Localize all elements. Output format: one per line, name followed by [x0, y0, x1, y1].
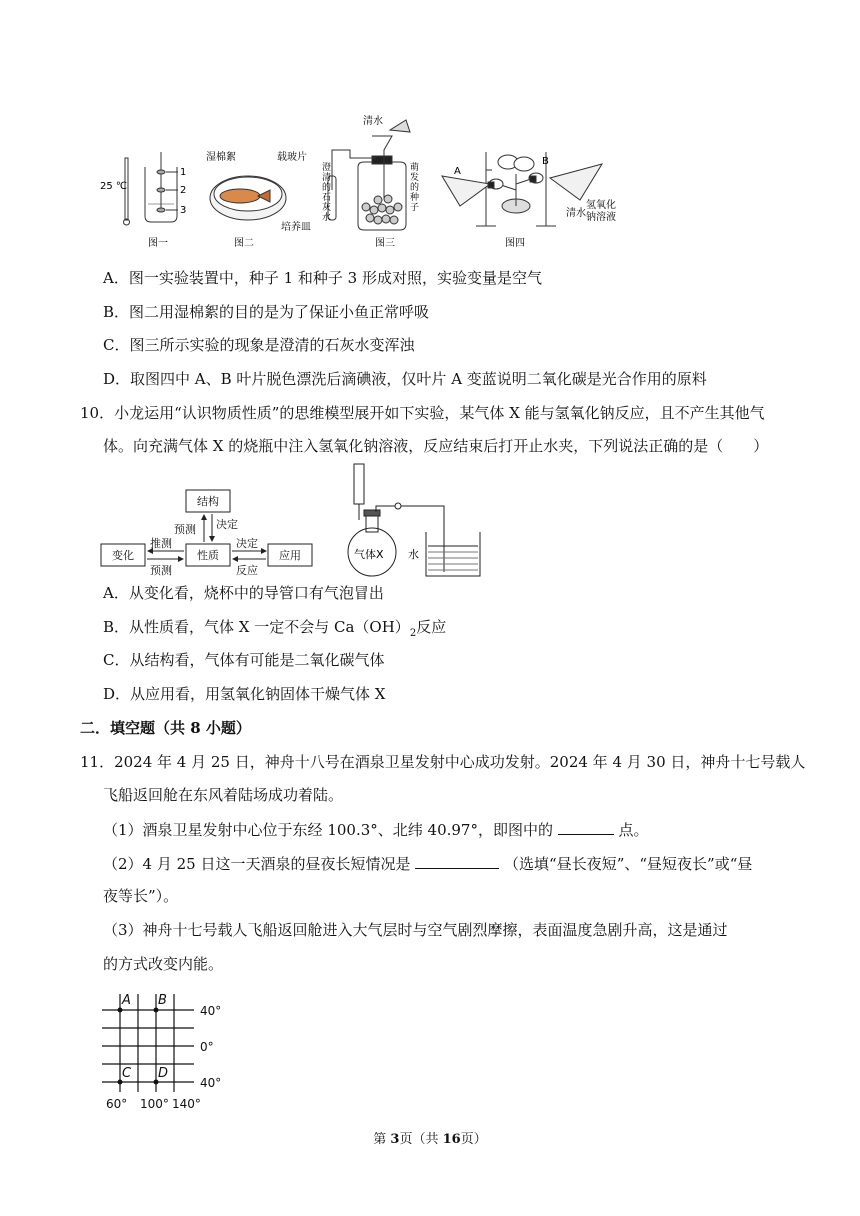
- fig2-label-cotton: 湿棉絮: [206, 152, 236, 163]
- q11-sub3-line2: 的方式改变内能。: [103, 955, 224, 973]
- q9-option-b: B．图二用湿棉絮的目的是为了保证小鱼正常呼吸: [103, 303, 430, 321]
- q9-option-d: D．取图四中 A、B 叶片脱色漂洗后滴碘液，仅叶片 A 变蓝说明二氧化碳是光合作用的原料: [103, 370, 707, 388]
- fig1-mark-1: 1: [180, 167, 187, 178]
- svg-text:水: 水: [322, 213, 332, 223]
- fig3-label-water: 清水: [363, 116, 383, 127]
- label-reflect: 反应: [236, 564, 258, 577]
- q11-sub2-line2: 夜等长”）。: [103, 887, 179, 905]
- svg-text:钠溶液: 钠溶液: [586, 212, 616, 223]
- section-title: 二．填空题（共 8 小题）: [80, 719, 251, 737]
- label-point-c: C: [122, 1066, 132, 1081]
- grid-point-b: [154, 1008, 159, 1013]
- lon-label-100: 100°: [140, 1097, 169, 1111]
- fig1-mark-2: 2: [180, 185, 187, 196]
- lon-label-60: 60°: [106, 1097, 128, 1111]
- fig1-mark-3: 3: [180, 205, 187, 216]
- fig3-flask: [328, 120, 410, 230]
- fig2-caption: 图二: [234, 238, 254, 249]
- svg-text:发: 发: [410, 173, 420, 183]
- q9-option-a: A．图一实验装置中，种子 1 和种子 3 形成对照，实验变量是空气: [103, 269, 542, 287]
- q9-option-c: C．图三所示实验的现象是澄清的石灰水变浑浊: [103, 336, 415, 354]
- label-decide-right: 决定: [236, 537, 258, 550]
- fig4-label-a: A: [454, 166, 461, 177]
- label-structure: 结构: [197, 495, 219, 508]
- grid-point-a: [118, 1008, 123, 1013]
- svg-text:的: 的: [322, 183, 332, 193]
- q11-sub3-line1: （3）神舟十七号载人飞船返回舱进入大气层时与空气剧烈摩擦，表面温度急剧升高，这是通过: [103, 921, 728, 939]
- label-decide-up: 决定: [216, 518, 238, 531]
- q9-figure-svg: [100, 112, 630, 252]
- q11-stem-line2: 飞船返回舱在东风着陆场成功着陆。: [103, 786, 344, 804]
- q11-stem-line1: 11．2024 年 4 月 25 日，神舟十八号在酒泉卫星发射中心成功发射。2024 年 4 月 30 日，神舟十七号载人: [80, 753, 806, 771]
- label-point-a: A: [122, 993, 131, 1008]
- label-change: 变化: [112, 549, 134, 562]
- q11-sub1-blank[interactable]: [558, 819, 614, 835]
- syringe: [354, 464, 364, 504]
- q10-option-d: D．从应用看，用氢氧化钠固体干燥气体 X: [103, 685, 386, 703]
- label-water: 水: [408, 548, 419, 561]
- svg-text:澄: 澄: [322, 163, 332, 173]
- fig3-label-lime: [322, 161, 331, 223]
- grid-lines: [102, 994, 194, 1092]
- label-gas-x: 气体X: [354, 548, 384, 561]
- fig4-label-water: 清水: [566, 208, 586, 219]
- svg-text:氢氧化: 氢氧化: [586, 200, 616, 211]
- fig1-temp: 25 ℃: [100, 181, 128, 192]
- fig2-label-slide: 载玻片: [277, 152, 307, 163]
- label-predict-left: 预测: [150, 564, 172, 577]
- label-property: 性质: [197, 549, 219, 562]
- q10-option-b: B．从性质看，气体 X 一定不会与 $Ca(OH)_2$反应: [103, 618, 447, 639]
- fig4-caption: 图四: [505, 238, 525, 249]
- q11-grid-figure: [100, 988, 240, 1112]
- fig2-dish: [210, 176, 286, 220]
- q9-figure: [100, 112, 630, 252]
- svg-text:的: 的: [410, 183, 420, 193]
- q10-option-c: C．从结构看，气体有可能是二氧化碳气体: [103, 651, 385, 669]
- label-point-b: B: [158, 993, 167, 1008]
- label-predict-up: 预测: [174, 523, 196, 536]
- q10-stem-line2: 体。向充满气体 X 的烧瓶中注入氢氧化钠溶液，反应结束后打开止水夹，下列说法正确的是（ ）: [103, 437, 769, 455]
- q11-sub2: （2）4 月 25 日这一天酒泉的昼夜长短情况是 （选填“昼长夜短”、“昼短夜长”或“昼: [103, 855, 753, 873]
- fig3-caption: 图三: [375, 238, 395, 249]
- beaker: [426, 532, 480, 576]
- fig4-label-b: B: [542, 156, 549, 167]
- lat-label-40s: 40°: [200, 1076, 222, 1090]
- svg-text:萌: 萌: [410, 163, 420, 173]
- q10-stem-line1: 10．小龙运用“认识物质性质”的思维模型展开如下实验，某气体 X 能与氢氧化钠反应，且不产生其他气: [80, 404, 765, 422]
- q10-model-diagram: [100, 485, 330, 580]
- svg-text:石: 石: [322, 193, 332, 203]
- lat-label-40n: 40°: [200, 1004, 222, 1018]
- fig2-label-dish: 培养皿: [281, 222, 311, 233]
- q11-sub1: （1）酒泉卫星发射中心位于东经 100.3°、北纬 40.97°，即图中的 点。: [103, 821, 649, 839]
- fig3-label-seed: [410, 161, 419, 213]
- svg-text:种: 种: [410, 193, 420, 203]
- svg-text:清: 清: [322, 173, 332, 183]
- svg-text:子: 子: [410, 203, 420, 213]
- lon-label-140: 140°: [172, 1097, 201, 1111]
- label-infer: 推测: [150, 537, 172, 550]
- lat-label-0: 0°: [200, 1040, 214, 1054]
- q10-apparatus: [340, 462, 490, 582]
- fig1-caption: 图一: [148, 238, 168, 249]
- q11-sub2-blank[interactable]: [415, 853, 499, 869]
- clamp: [395, 503, 401, 509]
- page-footer: 第 3页（共 16页）: [373, 1132, 487, 1147]
- label-application: 应用: [279, 549, 301, 562]
- fig4-label-naoh: [586, 198, 616, 223]
- q10-option-a: A．从变化看，烧杯中的导管口有气泡冒出: [103, 584, 384, 602]
- fig1-test-tube: [124, 152, 179, 225]
- label-point-d: D: [158, 1066, 169, 1081]
- svg-text:灰: 灰: [322, 203, 332, 213]
